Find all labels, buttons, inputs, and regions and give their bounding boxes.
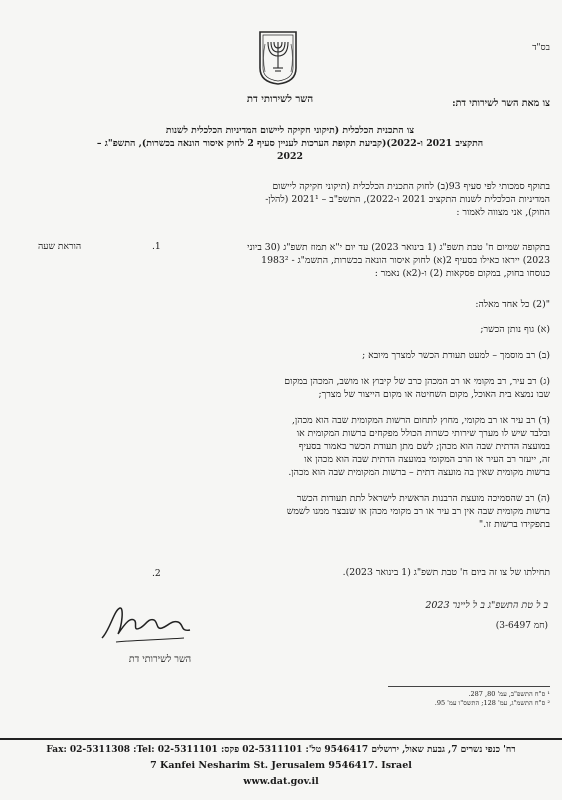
section-1-label: הוראת שעה <box>38 241 82 252</box>
footnote: ¹ ס"ח התשפ"ב, עמ' 80, 287. <box>468 690 550 698</box>
footer-website-link[interactable]: www.dat.gov.il <box>243 776 319 787</box>
order-title <box>30 124 550 163</box>
preamble <box>136 180 550 219</box>
footer-address-english: 7 Kanfei Nesharim St. Jerusalem 9546417. Israel <box>150 760 412 771</box>
preamble-line: המדיניות הכלכלית לשנות התקציב 2021 ו-2022), התשפ"ב – 2021¹ (להלן- <box>265 194 550 205</box>
title-line: צו התכנית הכלכלית (תיקוני חקיקה ליישום המדיניות הכלכלית לשנות <box>165 125 415 136</box>
state-emblem-icon <box>256 28 300 86</box>
file-number: (חמ 3-6497) <box>495 621 548 631</box>
bsd-mark: בס"ד <box>532 43 550 53</box>
item-line: (ה) רב שהסמיכה מועצת הרבנות הראשית לישראל לתת תעודות הכשר <box>296 493 550 504</box>
signature-title: השר לשירותי דת <box>128 654 192 665</box>
item-line: זה, ייעזר רב העיר או הרב המקומי במועצה הדתית שבה הוא מכהן או <box>304 454 550 465</box>
footnote-separator <box>388 686 550 687</box>
item-line: ברשות מקומית שבה אין רב עיר או רב מקומי מכהן או שנבצר ממנו לשמש <box>286 506 550 517</box>
preamble-line: בתוקף סמכותי לפי סעיף 93(ב) לחוק התכנית הכלכלית (תיקוני חקיקה ליישום <box>272 181 550 192</box>
title-line: התקציב 2021 ו-2022)(קביעת תקופת הערכות לעניין סעיף 2 לחוק איסור הונאה בכשרות), התשפ"ג – <box>96 138 484 149</box>
item-line: (א) גוף נותן הכשר; <box>480 324 550 335</box>
section-1-number: .1 <box>152 241 161 252</box>
footnote: ² ס"ח התשמ"ג, עמ' 128; התשס"ו עמ' 95. <box>434 699 550 707</box>
title-line: 2022 <box>277 151 303 162</box>
footer-address: רח' כנפי נשרים 7, גבעת שאול, ירושלים 9546417 טל': 02-5311101 פקס: Fax: 02-5311308 :Tel: 02-5311101 <box>46 745 516 755</box>
item-d <box>136 414 550 479</box>
item-line: (ד) רב עיר או רב מקומי, מחוץ לתחום הרשות המקומית שבה הוא מכהן, <box>291 415 550 426</box>
section-2-body <box>136 566 550 579</box>
item-line: ובלבד שיש לו מערך שירותי כשרות הכולל מפקחים ברשות המקומית או <box>296 428 550 439</box>
item-line: במועצה הדתית שבה הוא מכהן; לשם מתן תעודת הכשר כאמור בסעיף <box>298 441 550 452</box>
item-line: בתפקידו ברשות זו." <box>478 519 550 530</box>
section-line: 2023) ייראו כאילו בסעיף 2(א) לחוק איסור הונאה בכשרות, התשמ"ג - 1983² <box>261 255 550 266</box>
section-line: כנוסחו בחוק, במקום פסקאות (2) ו-(2א) נאמר : <box>374 268 550 279</box>
quote-intro <box>136 298 550 311</box>
order-heading: צו מאת השר לשירותי דת: <box>452 98 550 109</box>
item-a <box>136 323 550 336</box>
section-line: בתקופה שמיום ח' טבת תשפ"ג (1 בינואר 2023) עד יום י"א תמוז תשפ"ג (30 ביוני <box>247 242 550 253</box>
item-line: (ב) רב מוסמך – למעט תעודת הכשר למצרך מיובא ; <box>362 350 550 361</box>
section-2-number: .2 <box>152 568 161 579</box>
ministry-name: השר לשירותי דת <box>246 94 314 105</box>
preamble-line: החוק), אני מצווה לאמור : <box>456 207 550 218</box>
quote-intro-text: "(2) כל אחד מאלה: <box>475 299 550 310</box>
footnotes <box>380 690 550 708</box>
item-b <box>136 349 550 362</box>
item-line: שבו נמצא בית האוכל, מקום השחיטה או מקום הייצור של מצרך; <box>318 389 550 400</box>
section-2-text: תחילתו של צו זה ביום ח' טבת תשפ"ג (1 בינואר 2023). <box>342 567 550 578</box>
item-line: (ג) רב עיר, רב מקומי או רב המכהן כרב של קיבוץ או מושב, המכהן במקום <box>284 376 550 387</box>
date-line: ב ל טת התשפ"ג ב ל ליינר 2023 <box>425 600 548 611</box>
section-1-body <box>136 241 550 280</box>
item-c <box>136 375 550 401</box>
item-e <box>136 492 550 531</box>
footer-divider <box>0 738 562 740</box>
item-line: ברשות מקומית שאין בה מועצה דתית – ברשות המקומית שבה הוא מכהן. <box>288 467 550 478</box>
signature-image <box>96 600 196 648</box>
